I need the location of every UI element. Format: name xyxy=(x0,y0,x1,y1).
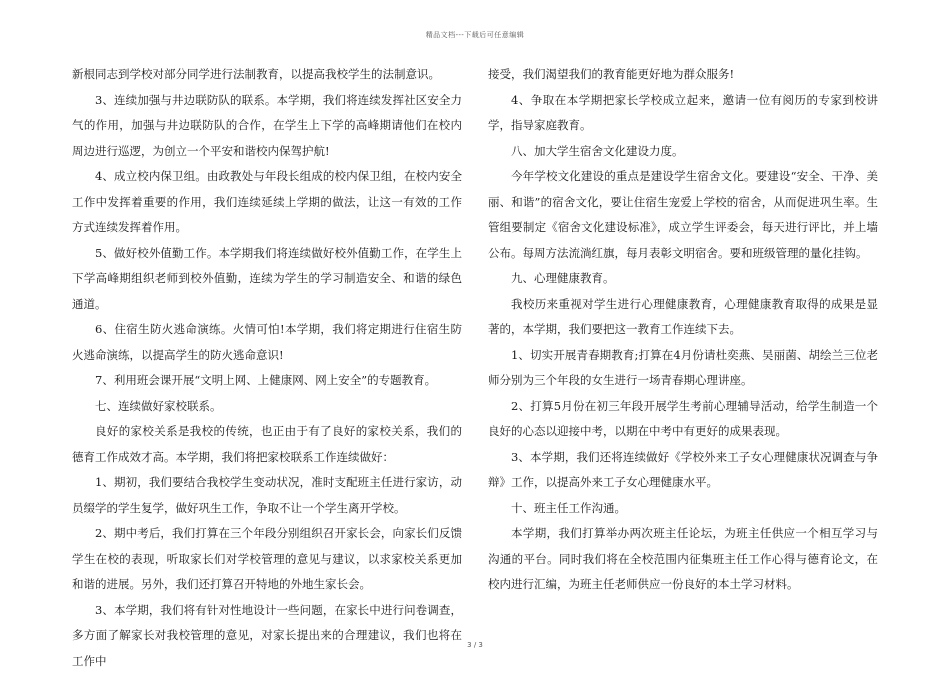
page-header: 精品文档---下载后可任意编辑 xyxy=(0,30,950,40)
paragraph: 3、连续加强与井边联防队的联系。本学期，我们将连续发挥社区安全力气的作用，加强与井边联防队的合作，在学生上下学的高峰期请他们在校内周边进行巡逻，为创立一个平安和谐校内保驾护航! xyxy=(72,88,462,165)
section-heading: 七、连续做好家校联系。 xyxy=(72,394,462,420)
paragraph: 我校历来重视对学生进行心理健康教育，心理健康教育取得的成果是显著的，本学期，我们要把这一教育工作连续下去。 xyxy=(488,292,878,343)
paragraph: 新根同志到学校对部分同学进行法制教育，以提高我校学生的法制意识。 xyxy=(72,62,462,88)
paragraph: 1、期初，我们要结合我校学生变动状况，准时支配班主任进行家访，动员缀学的学生复学，做好巩生工作，争取不让一个学生离开学校。 xyxy=(72,470,462,521)
paragraph: 良好的家校关系是我校的传统，也正由于有了良好的家校关系，我们的德育工作成效才高。本学期，我们将把家校联系工作连续做好： xyxy=(72,419,462,470)
page-number: 3 / 3 xyxy=(0,641,950,649)
paragraph: 4、成立校内保卫组。由政教处与年段长组成的校内保卫组，在校内安全工作中发挥着重要的作用，我们连续延续上学期的做法，让这一有效的工作方式连续发挥着作用。 xyxy=(72,164,462,241)
paragraph: 3、本学期，我们还将连续做好《学校外来工子女心理健康状况调查与争辩》工作，以提高外来工子女心理健康水平。 xyxy=(488,445,878,496)
paragraph: 2、期中考后，我们打算在三个年段分别组织召开家长会，向家长们反馈学生在校的表现，听取家长们对学校管理的意见与建议，以求家校关系更加和谐的进展。另外，我们还打算召开特地的外地生家长会。 xyxy=(72,521,462,598)
paragraph: 接受，我们渴望我们的教育能更好地为群众服务! xyxy=(488,62,878,88)
paragraph: 今年学校文化建设的重点是建设学生宿舍文化。要建设“安全、干净、美丽、和谐”的宿舍文化，要让住宿生宠爱上学校的宿舍，从而促进巩生率。生管组要制定《宿舍文化建设标准》，成立学生评委会，每天进行评比，并上墙公布。每周方法流淌红旗，每月表彰文明宿舍。要和班级管理的量化挂钩。 xyxy=(488,164,878,266)
paragraph: 5、做好校外值勤工作。本学期我们将连续做好校外值勤工作，在学生上下学高峰期组织老师到校外值勤，连续为学生的学习制造安全、和谐的绿色通道。 xyxy=(72,241,462,318)
paragraph: 1、切实开展青春期教育;打算在4月份请杜奕燕、吴丽菌、胡绘兰三位老师分别为三个年段的女生进行一场青春期心理讲座。 xyxy=(488,343,878,394)
paragraph: 6、住宿生防火逃命演练。火情可怕!本学期，我们将定期进行住宿生防火逃命演练，以提高学生的防火逃命意识! xyxy=(72,317,462,368)
paragraph: 2、打算5月份在初三年段开展学生考前心理辅导活动，给学生制造一个良好的心态以迎接中考，以期在中考中有更好的成果表现。 xyxy=(488,394,878,445)
right-column xyxy=(488,62,878,598)
paragraph: 本学期，我们打算举办两次班主任论坛，为班主任供应一个相互学习与沟通的平台。同时我们将在全校范围内征集班主任工作心得与德育论文，在校内进行汇编，为班主任老师供应一份良好的本土学习材料。 xyxy=(488,521,878,598)
section-heading: 十、班主任工作沟通。 xyxy=(488,496,878,522)
section-heading: 八、加大学生宿舍文化建设力度。 xyxy=(488,139,878,165)
paragraph: 7、利用班会课开展“文明上网、上健康网、网上安全”的专题教育。 xyxy=(72,368,462,394)
paragraph: 3、本学期，我们将有针对性地设计一些问题，在家长中进行问卷调查，多方面了解家长对我校管理的意见，对家长提出来的合理建议，我们也将在工作中 xyxy=(72,598,462,674)
section-heading: 九、心理健康教育。 xyxy=(488,266,878,292)
left-column xyxy=(72,62,462,674)
paragraph: 4、争取在本学期把家长学校成立起来，邀请一位有阅历的专家到校讲学，指导家庭教育。 xyxy=(488,88,878,139)
